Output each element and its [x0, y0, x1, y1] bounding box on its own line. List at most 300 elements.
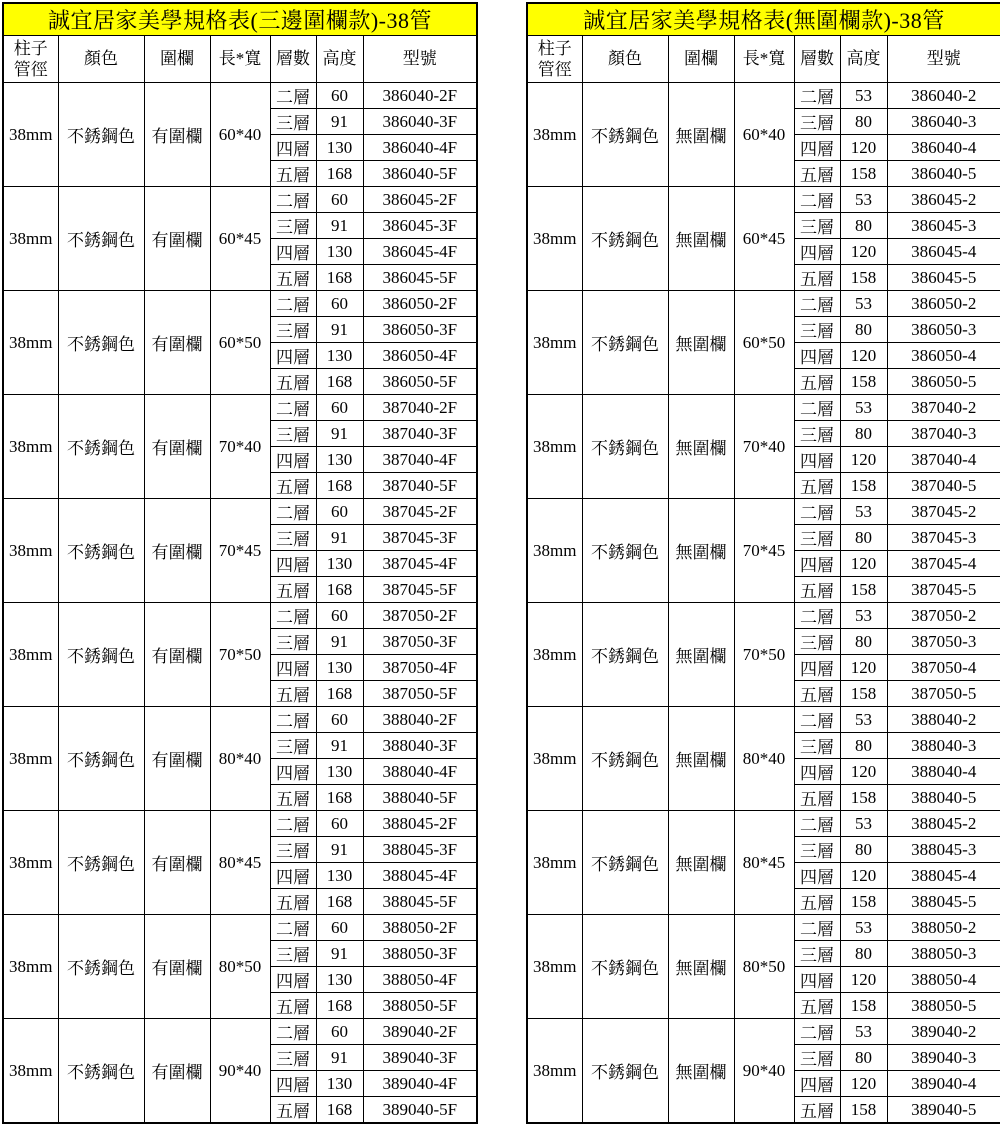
group-size-cell: 60*45: [210, 187, 270, 291]
height-cell: 168: [316, 577, 363, 603]
table-row: [3, 187, 477, 213]
column-header-row: [3, 36, 477, 83]
height-cell: 91: [316, 941, 363, 967]
model-cell: 387050-5: [887, 681, 1000, 707]
model-cell: 386050-4: [887, 343, 1000, 369]
model-cell: 388045-4F: [363, 863, 477, 889]
layer-cell: 五層: [270, 161, 316, 187]
group-color-cell: 不銹鋼色: [58, 915, 144, 1019]
col-header-diameter-line1: 柱子: [537, 38, 572, 58]
group-diameter-cell: 38mm: [3, 499, 58, 603]
height-cell: 168: [316, 265, 363, 291]
model-cell: 386050-2: [887, 291, 1000, 317]
height-cell: 60: [316, 395, 363, 421]
group-color-cell: 不銹鋼色: [582, 395, 668, 499]
table-row: [527, 603, 1000, 629]
model-cell: 388045-2F: [363, 811, 477, 837]
model-cell: 387050-2: [887, 603, 1000, 629]
height-cell: 80: [840, 837, 887, 863]
table-row: [527, 83, 1000, 109]
group-fence-cell: 無圍欄: [668, 83, 734, 187]
group-fence-cell: 無圍欄: [668, 915, 734, 1019]
model-cell: 389040-3: [887, 1045, 1000, 1071]
group-color-cell: 不銹鋼色: [58, 291, 144, 395]
height-cell: 120: [840, 135, 887, 161]
height-cell: 168: [316, 1097, 363, 1124]
model-cell: 388050-2F: [363, 915, 477, 941]
layer-cell: 三層: [270, 837, 316, 863]
model-cell: 388050-3F: [363, 941, 477, 967]
table-row: [3, 395, 477, 421]
height-cell: 80: [840, 733, 887, 759]
group-diameter-cell: 38mm: [3, 707, 58, 811]
group-size-cell: 80*45: [734, 811, 794, 915]
group-color-cell: 不銹鋼色: [582, 187, 668, 291]
layer-cell: 三層: [270, 941, 316, 967]
group-size-cell: 70*40: [210, 395, 270, 499]
height-cell: 130: [316, 551, 363, 577]
group-size-cell: 70*40: [734, 395, 794, 499]
layer-cell: 四層: [270, 759, 316, 785]
model-cell: 387040-4: [887, 447, 1000, 473]
col-header-fence: 圍欄: [668, 36, 734, 83]
model-cell: 389040-2: [887, 1019, 1000, 1045]
model-cell: 387040-5: [887, 473, 1000, 499]
group-color-cell: 不銹鋼色: [58, 811, 144, 915]
height-cell: 120: [840, 967, 887, 993]
group-color-cell: 不銹鋼色: [582, 499, 668, 603]
layer-cell: 五層: [794, 161, 840, 187]
height-cell: 120: [840, 551, 887, 577]
height-cell: 60: [316, 291, 363, 317]
model-cell: 388045-4: [887, 863, 1000, 889]
group-fence-cell: 無圍欄: [668, 603, 734, 707]
group-color-cell: 不銹鋼色: [582, 291, 668, 395]
model-cell: 388045-5F: [363, 889, 477, 915]
group-size-cell: 60*50: [210, 291, 270, 395]
model-cell: 386040-4F: [363, 135, 477, 161]
height-cell: 53: [840, 915, 887, 941]
group-diameter-cell: 38mm: [3, 915, 58, 1019]
layer-cell: 二層: [794, 291, 840, 317]
model-cell: 386045-5F: [363, 265, 477, 291]
height-cell: 130: [316, 1071, 363, 1097]
model-cell: 387040-3F: [363, 421, 477, 447]
height-cell: 130: [316, 239, 363, 265]
model-cell: 388045-5: [887, 889, 1000, 915]
group-diameter-cell: 38mm: [527, 395, 582, 499]
group-fence-cell: 有圍欄: [144, 499, 210, 603]
layer-cell: 三層: [794, 837, 840, 863]
height-cell: 80: [840, 317, 887, 343]
layer-cell: 五層: [270, 369, 316, 395]
group-color-cell: 不銹鋼色: [58, 707, 144, 811]
group-fence-cell: 有圍欄: [144, 707, 210, 811]
model-cell: 387045-2: [887, 499, 1000, 525]
col-header-height: 高度: [840, 36, 887, 83]
group-color-cell: 不銹鋼色: [582, 1019, 668, 1124]
spec-table-unfenced-body: [527, 83, 1000, 1124]
layer-cell: 二層: [270, 707, 316, 733]
height-cell: 130: [316, 967, 363, 993]
model-cell: 386040-5: [887, 161, 1000, 187]
model-cell: 388050-4F: [363, 967, 477, 993]
group-fence-cell: 有圍欄: [144, 83, 210, 187]
layer-cell: 四層: [270, 239, 316, 265]
layer-cell: 四層: [794, 655, 840, 681]
model-cell: 386040-5F: [363, 161, 477, 187]
layer-cell: 五層: [794, 785, 840, 811]
height-cell: 120: [840, 655, 887, 681]
col-header-height: 高度: [316, 36, 363, 83]
height-cell: 91: [316, 733, 363, 759]
model-cell: 388045-3: [887, 837, 1000, 863]
layer-cell: 五層: [270, 889, 316, 915]
height-cell: 168: [316, 161, 363, 187]
model-cell: 386045-3F: [363, 213, 477, 239]
layer-cell: 三層: [794, 1045, 840, 1071]
layer-cell: 二層: [794, 395, 840, 421]
table-row: [3, 915, 477, 941]
table-row: [527, 499, 1000, 525]
spec-table-unfenced: [526, 2, 1000, 1124]
col-header-size: 長*寬: [734, 36, 794, 83]
group-size-cell: 60*40: [210, 83, 270, 187]
group-size-cell: 80*40: [210, 707, 270, 811]
model-cell: 387045-4: [887, 551, 1000, 577]
layer-cell: 五層: [270, 785, 316, 811]
group-diameter-cell: 38mm: [3, 291, 58, 395]
model-cell: 387045-5: [887, 577, 1000, 603]
group-size-cell: 70*45: [734, 499, 794, 603]
model-cell: 386045-5: [887, 265, 1000, 291]
model-cell: 387045-2F: [363, 499, 477, 525]
layer-cell: 二層: [270, 603, 316, 629]
layer-cell: 四層: [794, 967, 840, 993]
col-header-size: 長*寬: [210, 36, 270, 83]
model-cell: 386045-4F: [363, 239, 477, 265]
group-diameter-cell: 38mm: [3, 811, 58, 915]
layer-cell: 五層: [794, 889, 840, 915]
table-row: [527, 915, 1000, 941]
layer-cell: 四層: [270, 655, 316, 681]
model-cell: 389040-3F: [363, 1045, 477, 1071]
model-cell: 389040-5: [887, 1097, 1000, 1124]
height-cell: 91: [316, 213, 363, 239]
model-cell: 388040-4: [887, 759, 1000, 785]
model-cell: 388040-3F: [363, 733, 477, 759]
group-color-cell: 不銹鋼色: [582, 603, 668, 707]
height-cell: 120: [840, 239, 887, 265]
group-diameter-cell: 38mm: [527, 83, 582, 187]
group-color-cell: 不銹鋼色: [58, 1019, 144, 1124]
model-cell: 386045-2: [887, 187, 1000, 213]
group-diameter-cell: 38mm: [3, 1019, 58, 1124]
height-cell: 53: [840, 811, 887, 837]
model-cell: 388040-3: [887, 733, 1000, 759]
model-cell: 386050-5F: [363, 369, 477, 395]
layer-cell: 五層: [270, 993, 316, 1019]
model-cell: 388050-5F: [363, 993, 477, 1019]
model-cell: 387050-3F: [363, 629, 477, 655]
layer-cell: 四層: [270, 1071, 316, 1097]
layer-cell: 二層: [794, 915, 840, 941]
height-cell: 168: [316, 473, 363, 499]
height-cell: 91: [316, 421, 363, 447]
table-title-unfenced: 誠宜居家美學規格表(無圍欄款)-38管: [527, 3, 1000, 36]
height-cell: 158: [840, 369, 887, 395]
group-color-cell: 不銹鋼色: [58, 499, 144, 603]
layer-cell: 四層: [270, 343, 316, 369]
group-fence-cell: 無圍欄: [668, 291, 734, 395]
col-header-color: 顏色: [582, 36, 668, 83]
height-cell: 130: [316, 343, 363, 369]
group-fence-cell: 無圍欄: [668, 395, 734, 499]
layer-cell: 四層: [270, 551, 316, 577]
layer-cell: 三層: [794, 629, 840, 655]
model-cell: 388040-5: [887, 785, 1000, 811]
group-color-cell: 不銹鋼色: [582, 811, 668, 915]
layer-cell: 二層: [270, 187, 316, 213]
model-cell: 389040-4: [887, 1071, 1000, 1097]
group-diameter-cell: 38mm: [527, 603, 582, 707]
col-header-diameter: [527, 36, 582, 83]
model-cell: 387040-3: [887, 421, 1000, 447]
col-header-color: 顏色: [58, 36, 144, 83]
col-header-diameter-line2: 管徑: [13, 60, 48, 79]
layer-cell: 五層: [794, 265, 840, 291]
model-cell: 388050-5: [887, 993, 1000, 1019]
height-cell: 158: [840, 785, 887, 811]
height-cell: 91: [316, 1045, 363, 1071]
height-cell: 91: [316, 525, 363, 551]
model-cell: 387050-4: [887, 655, 1000, 681]
height-cell: 168: [316, 993, 363, 1019]
model-cell: 388040-2: [887, 707, 1000, 733]
group-fence-cell: 無圍欄: [668, 707, 734, 811]
table-row: [3, 707, 477, 733]
col-header-model: 型號: [363, 36, 477, 83]
group-fence-cell: 有圍欄: [144, 1019, 210, 1124]
group-color-cell: 不銹鋼色: [58, 187, 144, 291]
group-fence-cell: 有圍欄: [144, 395, 210, 499]
layer-cell: 四層: [794, 759, 840, 785]
height-cell: 158: [840, 681, 887, 707]
layer-cell: 三層: [270, 213, 316, 239]
model-cell: 387050-4F: [363, 655, 477, 681]
model-cell: 386040-3F: [363, 109, 477, 135]
height-cell: 60: [316, 707, 363, 733]
height-cell: 158: [840, 265, 887, 291]
layer-cell: 三層: [270, 421, 316, 447]
group-color-cell: 不銹鋼色: [58, 603, 144, 707]
layer-cell: 五層: [794, 369, 840, 395]
group-diameter-cell: 38mm: [527, 291, 582, 395]
group-color-cell: 不銹鋼色: [582, 915, 668, 1019]
height-cell: 120: [840, 343, 887, 369]
col-header-model: 型號: [887, 36, 1000, 83]
layer-cell: 二層: [794, 707, 840, 733]
model-cell: 389040-4F: [363, 1071, 477, 1097]
model-cell: 386050-3: [887, 317, 1000, 343]
table-row: [3, 811, 477, 837]
layer-cell: 五層: [270, 681, 316, 707]
height-cell: 80: [840, 213, 887, 239]
height-cell: 80: [840, 629, 887, 655]
height-cell: 130: [316, 863, 363, 889]
table-row: [527, 395, 1000, 421]
title-row: [527, 3, 1000, 36]
table-row: [3, 603, 477, 629]
layer-cell: 三層: [794, 941, 840, 967]
model-cell: 388045-2: [887, 811, 1000, 837]
col-header-fence: 圍欄: [144, 36, 210, 83]
layer-cell: 二層: [794, 811, 840, 837]
height-cell: 80: [840, 109, 887, 135]
model-cell: 386045-4: [887, 239, 1000, 265]
model-cell: 386050-4F: [363, 343, 477, 369]
group-size-cell: 60*45: [734, 187, 794, 291]
col-header-layers: 層數: [794, 36, 840, 83]
model-cell: 387045-4F: [363, 551, 477, 577]
col-header-layers: 層數: [270, 36, 316, 83]
group-fence-cell: 有圍欄: [144, 915, 210, 1019]
group-size-cell: 80*45: [210, 811, 270, 915]
height-cell: 53: [840, 603, 887, 629]
height-cell: 60: [316, 187, 363, 213]
height-cell: 120: [840, 447, 887, 473]
height-cell: 53: [840, 83, 887, 109]
model-cell: 388040-2F: [363, 707, 477, 733]
table-row: [3, 1019, 477, 1045]
group-diameter-cell: 38mm: [3, 603, 58, 707]
height-cell: 60: [316, 915, 363, 941]
layer-cell: 五層: [794, 681, 840, 707]
model-cell: 387040-4F: [363, 447, 477, 473]
model-cell: 388045-3F: [363, 837, 477, 863]
layer-cell: 五層: [270, 1097, 316, 1124]
layer-cell: 二層: [794, 83, 840, 109]
height-cell: 168: [316, 889, 363, 915]
group-diameter-cell: 38mm: [3, 187, 58, 291]
layer-cell: 四層: [270, 863, 316, 889]
table-row: [527, 1019, 1000, 1045]
table-row: [3, 291, 477, 317]
height-cell: 53: [840, 707, 887, 733]
layer-cell: 三層: [270, 317, 316, 343]
group-size-cell: 60*50: [734, 291, 794, 395]
group-diameter-cell: 38mm: [3, 395, 58, 499]
table-row: [527, 707, 1000, 733]
height-cell: 91: [316, 317, 363, 343]
model-cell: 386040-3: [887, 109, 1000, 135]
group-diameter-cell: 38mm: [527, 187, 582, 291]
layer-cell: 二層: [794, 499, 840, 525]
layer-cell: 三層: [794, 213, 840, 239]
height-cell: 130: [316, 759, 363, 785]
height-cell: 80: [840, 525, 887, 551]
model-cell: 387045-3: [887, 525, 1000, 551]
height-cell: 60: [316, 811, 363, 837]
layer-cell: 五層: [794, 473, 840, 499]
layer-cell: 三層: [270, 525, 316, 551]
table-row: [527, 811, 1000, 837]
model-cell: 386050-3F: [363, 317, 477, 343]
height-cell: 158: [840, 993, 887, 1019]
group-fence-cell: 有圍欄: [144, 291, 210, 395]
height-cell: 158: [840, 473, 887, 499]
group-size-cell: 70*45: [210, 499, 270, 603]
layer-cell: 四層: [270, 447, 316, 473]
height-cell: 130: [316, 135, 363, 161]
group-size-cell: 90*40: [210, 1019, 270, 1124]
height-cell: 168: [316, 681, 363, 707]
model-cell: 388050-3: [887, 941, 1000, 967]
col-header-diameter: [3, 36, 58, 83]
model-cell: 387040-2F: [363, 395, 477, 421]
model-cell: 387040-5F: [363, 473, 477, 499]
height-cell: 130: [316, 655, 363, 681]
model-cell: 388050-2: [887, 915, 1000, 941]
layer-cell: 三層: [794, 109, 840, 135]
group-diameter-cell: 38mm: [527, 811, 582, 915]
column-header-row: [527, 36, 1000, 83]
group-fence-cell: 無圍欄: [668, 187, 734, 291]
table-row: [527, 187, 1000, 213]
group-color-cell: 不銹鋼色: [58, 395, 144, 499]
model-cell: 387050-3: [887, 629, 1000, 655]
spec-table-fenced: [2, 2, 478, 1124]
layer-cell: 五層: [794, 577, 840, 603]
height-cell: 80: [840, 421, 887, 447]
height-cell: 53: [840, 187, 887, 213]
height-cell: 60: [316, 1019, 363, 1045]
model-cell: 387045-5F: [363, 577, 477, 603]
spec-table-fenced-body: [3, 83, 477, 1124]
layer-cell: 三層: [270, 109, 316, 135]
group-diameter-cell: 38mm: [527, 1019, 582, 1124]
layer-cell: 二層: [794, 1019, 840, 1045]
group-diameter-cell: 38mm: [527, 707, 582, 811]
layer-cell: 五層: [270, 265, 316, 291]
height-cell: 91: [316, 629, 363, 655]
col-header-diameter-line2: 管徑: [537, 60, 572, 79]
model-cell: 388040-5F: [363, 785, 477, 811]
col-header-diameter-line1: 柱子: [13, 38, 48, 58]
table-row: [527, 291, 1000, 317]
model-cell: 386050-2F: [363, 291, 477, 317]
model-cell: 387050-5F: [363, 681, 477, 707]
height-cell: 130: [316, 447, 363, 473]
layer-cell: 四層: [794, 447, 840, 473]
layer-cell: 三層: [270, 733, 316, 759]
table-row: [3, 83, 477, 109]
layer-cell: 二層: [270, 395, 316, 421]
layer-cell: 五層: [794, 993, 840, 1019]
height-cell: 158: [840, 889, 887, 915]
group-color-cell: 不銹鋼色: [582, 83, 668, 187]
height-cell: 53: [840, 499, 887, 525]
height-cell: 158: [840, 577, 887, 603]
layer-cell: 二層: [270, 499, 316, 525]
layer-cell: 四層: [794, 343, 840, 369]
group-size-cell: 60*40: [734, 83, 794, 187]
layer-cell: 四層: [794, 1071, 840, 1097]
height-cell: 158: [840, 1097, 887, 1124]
height-cell: 158: [840, 161, 887, 187]
group-fence-cell: 有圍欄: [144, 603, 210, 707]
group-fence-cell: 有圍欄: [144, 187, 210, 291]
